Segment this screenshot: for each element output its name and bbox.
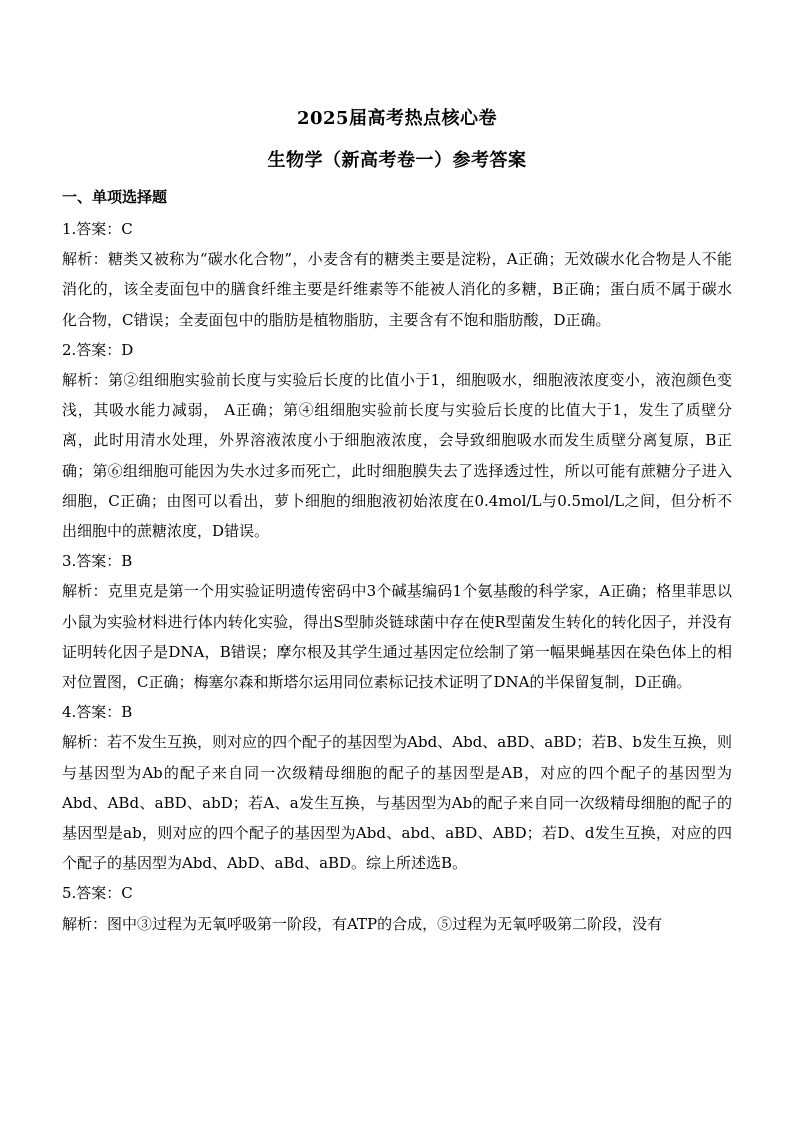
question-item	[62, 546, 732, 697]
question-answer: 3.答案：B	[62, 552, 133, 571]
section-heading: 一、单项选择题	[62, 188, 168, 206]
question-analysis: 解析：若不发生互换，则对应的四个配子的基因型为Abd、Abd、aBD、aBD；若B、b发生互换，则与基因型为Ab的配子来自同一次级精母细胞的配子的基因型是AB，对应的四个配子的基因型为Abd、ABd、aBD、abD；若A、a发生互换，与基因型为Ab的配子来自同一次级精母细胞的配子的基因型是ab，则对应的四个配子的基因型为Abd、abd、aBD、ABD；若D、d发生互换，对应的四个配子的基因型为Abd、AbD、aBd、aBD。综上所述选B。	[62, 733, 732, 873]
question-item	[62, 878, 732, 938]
question-answer: 4.答案：B	[62, 703, 133, 722]
question-analysis: 解析：图中③过程为无氧呼吸第一阶段，有ATP的合成，⑤过程为无氧呼吸第二阶段，没有	[62, 914, 663, 933]
question-analysis: 解析：糖类又被称为“碳水化合物”，小麦含有的糖类主要是淀粉，A正确；无效碳水化合物是人不能消化的，该全麦面包中的膳食纤维主要是纤维素等不能被人消化的多糖，B正确；蛋白质不属于碳水化合物，C错误；全麦面包中的脂肪是植物脂肪，主要含有不饱和脂肪酸，D正确。	[62, 250, 732, 329]
answer-list	[62, 214, 732, 939]
question-answer: 1.答案：C	[62, 220, 133, 238]
question-analysis: 解析：第②组细胞实验前长度与实验后长度的比值小于1，细胞吸水，细胞液浓度变小，液泡颜色变浅，其吸水能力减弱， A正确；第④组细胞实验前长度与实验后长度的比值大于1，发生了质壁分离，此时用清水处理，外界溶液浓度小于细胞液浓度，会导致细胞吸水而发生质壁分离复原，B正确；第⑥组细胞可能因为失水过多而死亡，此时细胞膜失去了选择透过性，所以可能有蔗糖分子进入细胞，C正确；由图可以看出，萝卜细胞的细胞液初始浓度在0.4mol/L与0.5mol/L之间，但分析不出细胞中的蔗糖浓度，D错误。	[62, 371, 732, 541]
question-answer: 5.答案：C	[62, 884, 133, 903]
question-analysis: 解析：克里克是第一个用实验证明遗传密码中3个碱基编码1个氨基酸的科学家，A正确；格里菲思以小鼠为实验材料进行体内转化实验，得出S型肺炎链球菌中存在使R型菌发生转化的转化因子，并没有证明转化因子是DNA，B错误；摩尔根及其学生通过基因定位绘制了第一幅果蝇基因在染色体上的相对位置图，C正确；梅塞尔森和斯塔尔运用同位素标记技术证明了DNA的半保留复制，D正确。	[62, 582, 732, 692]
question-item	[62, 335, 732, 546]
question-item	[62, 214, 732, 335]
question-answer: 2.答案：D	[62, 340, 134, 359]
document-subtitle: 生物学（新高考卷一）参考答案	[267, 150, 527, 171]
document-title: 2025届高考热点核心卷	[296, 108, 498, 129]
question-item	[62, 697, 732, 878]
